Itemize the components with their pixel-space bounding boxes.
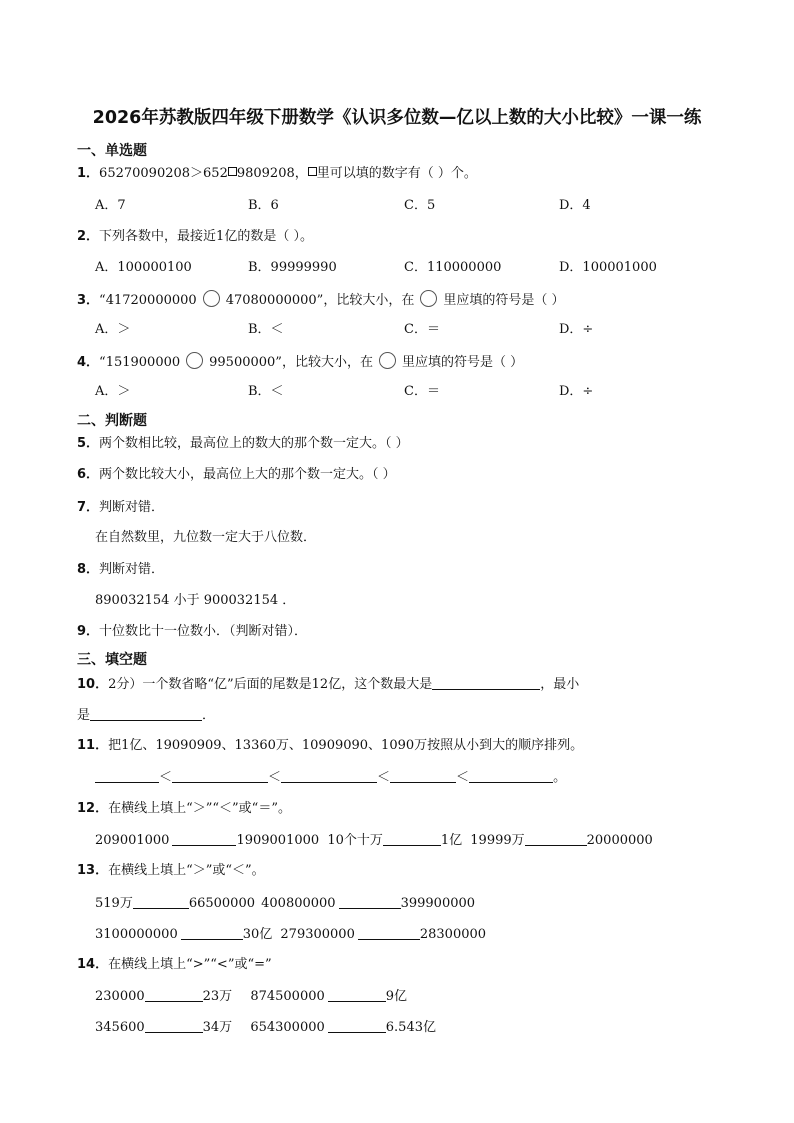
section-heading-single-choice: 一、单选题 [77, 143, 147, 159]
question-number: 13． [77, 863, 109, 878]
question-text: 判断对错． [99, 562, 165, 577]
question-10 [77, 675, 579, 694]
question-7-statement: 在自然数里，九位数一定大于八位数． [95, 530, 317, 545]
question-text: 下列各数中，最接近1亿的数是（ ）。 [99, 229, 313, 244]
question-text: “41720000000 [99, 293, 197, 308]
question-text: ． [202, 708, 216, 723]
compare-value: 23万 [202, 989, 233, 1004]
question-text: 两个数相比较，最高位上的数大的那个数一定大。（ ） [99, 436, 409, 451]
question-13-row2 [95, 925, 486, 944]
option-c: C．110000000 [404, 260, 502, 275]
compare-value: 10个十万 [327, 833, 383, 848]
question-8 [77, 561, 164, 579]
question-text: ，最小 [540, 677, 580, 692]
question-12 [77, 800, 291, 818]
compare-value: 3100000000 [95, 927, 178, 942]
question-14-row1 [95, 987, 407, 1006]
square-box-icon [308, 167, 317, 176]
compare-value: 279300000 [280, 927, 355, 942]
answer-blank[interactable] [181, 925, 243, 940]
answer-blank[interactable] [469, 768, 553, 783]
answer-blank[interactable] [145, 1018, 203, 1033]
answer-blank[interactable] [328, 1018, 386, 1033]
question-text: “151900000 [99, 355, 181, 370]
question-text: 2分）一个数省略“亿”后面的尾数是12亿，这个数最大是 [108, 677, 433, 692]
question-number: 14． [77, 957, 109, 972]
question-2 [77, 228, 313, 246]
question-number: 2． [77, 229, 100, 244]
section-heading-true-false: 二、判断题 [77, 413, 147, 429]
question-text: 是 [77, 708, 91, 723]
compare-value: 1亿 [440, 833, 463, 848]
question-9 [77, 623, 307, 641]
option-a: A．＞ [95, 322, 131, 337]
answer-blank[interactable] [281, 768, 377, 783]
answer-blank[interactable] [95, 768, 159, 783]
compare-value: 874500000 [250, 989, 325, 1004]
less-than-sign: ＜ [456, 770, 470, 785]
end-mark: 。 [553, 770, 567, 785]
question-text: 65270090208＞652 [99, 166, 228, 181]
compare-value: 654300000 [250, 1020, 325, 1035]
question-13-row1 [95, 894, 475, 913]
option-d: D．100001000 [559, 260, 657, 275]
option-a: A．＞ [95, 384, 131, 399]
question-text: 里应填的符号是（ ） [443, 293, 565, 308]
question-number: 7． [77, 500, 100, 515]
compare-value: 209001000 [95, 833, 170, 848]
question-7 [77, 499, 164, 517]
answer-blank[interactable] [383, 831, 441, 846]
question-text: 在横线上填上“＞”“＜”或“＝”。 [108, 801, 291, 816]
question-number: 6． [77, 467, 100, 482]
compare-value: 66500000 [188, 896, 255, 911]
question-number: 11． [77, 738, 109, 753]
question-number: 8． [77, 562, 100, 577]
question-number: 3． [77, 293, 100, 308]
circle-blank-icon [203, 290, 220, 307]
question-11-answer-row [95, 768, 566, 787]
option-d: D．÷ [559, 322, 594, 337]
compare-value: 399900000 [400, 896, 476, 911]
option-a: A．100000100 [95, 260, 192, 275]
option-c: C．＝ [404, 322, 440, 337]
compare-value: 19999万 [470, 833, 525, 848]
question-text: 判断对错． [99, 500, 165, 515]
answer-blank[interactable] [432, 675, 540, 690]
question-text: 里可以填的数字有（ ）个。 [316, 166, 477, 181]
question-text: 9809208， [236, 166, 308, 181]
option-b: B．＜ [248, 322, 284, 337]
answer-blank[interactable] [328, 987, 386, 1002]
answer-blank[interactable] [390, 768, 456, 783]
option-b: B．6 [248, 198, 279, 213]
answer-blank[interactable] [339, 894, 401, 909]
question-4 [77, 352, 523, 372]
option-c: C．5 [404, 198, 436, 213]
circle-blank-icon [420, 290, 437, 307]
less-than-sign: ＜ [377, 770, 391, 785]
question-5 [77, 435, 409, 453]
question-text: 99500000”，比较大小，在 [209, 355, 373, 370]
circle-blank-icon [379, 352, 396, 369]
circle-blank-icon [186, 352, 203, 369]
section-heading-fill-blank: 三、填空题 [77, 652, 147, 668]
document-title: 2026年苏教版四年级下册数学《认识多位数—亿以上数的大小比较》一课一练 [92, 108, 702, 128]
question-text: 在横线上填上“＞”或“＜”。 [108, 863, 265, 878]
question-number: 12． [77, 801, 109, 816]
answer-blank[interactable] [133, 894, 189, 909]
answer-blank[interactable] [172, 831, 236, 846]
question-10-line2 [77, 706, 215, 725]
option-b: B．99999990 [248, 260, 337, 275]
question-number: 4． [77, 355, 100, 370]
option-d: D．÷ [559, 384, 594, 399]
answer-blank[interactable] [90, 706, 202, 721]
question-1 [77, 165, 477, 183]
compare-value: 345600 [95, 1020, 145, 1035]
compare-value: 9亿 [385, 989, 408, 1004]
question-14 [77, 956, 272, 974]
less-than-sign: ＜ [159, 770, 173, 785]
question-6 [77, 466, 396, 484]
square-box-icon [228, 167, 237, 176]
compare-value: 20000000 [586, 833, 653, 848]
question-8-statement: 890032154 小于 900032154 ． [95, 593, 296, 608]
question-11 [77, 737, 583, 755]
question-3 [77, 290, 564, 310]
answer-blank[interactable] [172, 768, 268, 783]
question-number: 9． [77, 624, 100, 639]
answer-blank[interactable] [358, 925, 420, 940]
question-text: 两个数比较大小，最高位上大的那个数一定大。（ ） [99, 467, 396, 482]
compare-value: 34万 [202, 1020, 233, 1035]
question-number: 1． [77, 166, 100, 181]
question-text: 十位数比十一位数小．（判断对错）． [99, 624, 308, 639]
question-13 [77, 862, 265, 880]
question-text: 里应填的符号是（ ） [401, 355, 524, 370]
question-text: 把1亿、19090909、13360万、10909090、1090万按照从小到大的顺序排列。 [108, 738, 584, 753]
compare-value: 28300000 [419, 927, 487, 942]
option-a: A．7 [95, 198, 126, 213]
question-14-row2 [95, 1018, 436, 1037]
compare-value: 1909001000 [236, 833, 320, 848]
option-b: B．＜ [248, 384, 284, 399]
question-text: 47080000000”，比较大小，在 [225, 293, 415, 308]
question-12-row [95, 831, 653, 850]
compare-value: 230000 [95, 989, 145, 1004]
option-d: D．4 [559, 198, 591, 213]
compare-value: 30亿 [242, 927, 273, 942]
compare-value: 400800000 [261, 896, 336, 911]
question-number: 10． [77, 677, 109, 692]
question-number: 5． [77, 436, 100, 451]
answer-blank[interactable] [525, 831, 587, 846]
answer-blank[interactable] [145, 987, 203, 1002]
compare-value: 519万 [95, 896, 133, 911]
less-than-sign: ＜ [268, 770, 282, 785]
question-text: 在横线上填上“>”“<”或“=” [108, 957, 272, 972]
compare-value: 6.543亿 [385, 1020, 436, 1035]
option-c: C．＝ [404, 384, 440, 399]
